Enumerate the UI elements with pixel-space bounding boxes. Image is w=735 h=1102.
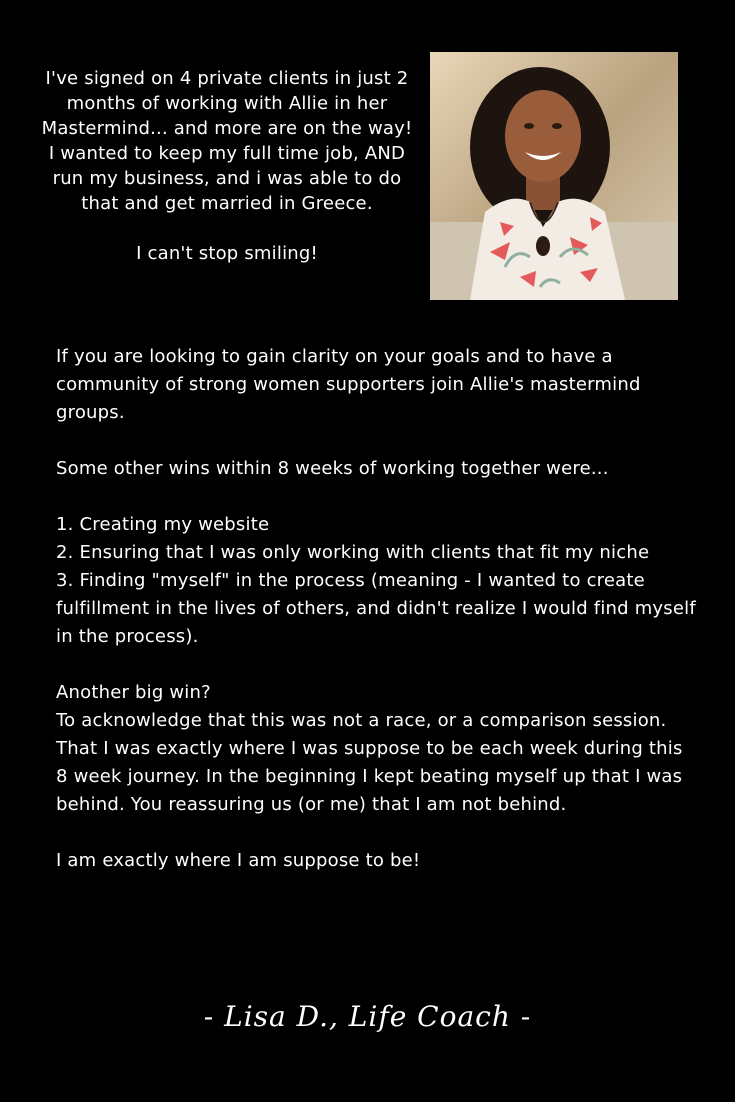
signature: - Lisa D., Life Coach - [203, 1000, 532, 1033]
closing-line: I am exactly where I am suppose to be! [56, 850, 421, 871]
wins-intro: Some other wins within 8 weeks of working together were... [56, 458, 609, 479]
big-win-paragraph: To acknowledge that this was not a race, or a comparison session. That I was exactly where I was suppose to be each week during this 8 week journey. In the beginning I kept beating myself up that I was behind. You reassuring us (or me) that I am not behind. [56, 710, 683, 815]
testimonial-photo [430, 52, 678, 300]
testimonial-quote: I've signed on 4 private clients in just 2 months of working with Allie in her Mastermind... and more are on the way! I wanted to keep my full time job, AND run my business, and i was able to do that and get married in Greece. [41, 68, 413, 214]
testimonial-body [56, 343, 696, 875]
win-item: 3. Finding "myself" in the process (meaning - I wanted to create fulfillment in the lives of others, and didn't realize I would find myself in the process). [56, 570, 696, 647]
testimonial-quote-block [38, 66, 416, 266]
win-item: 2. Ensuring that I was only working with clients that fit my niche [56, 542, 650, 563]
testimonial-tagline: I can't stop smiling! [136, 243, 318, 264]
big-win-question: Another big win? [56, 682, 211, 703]
intro-paragraph: If you are looking to gain clarity on your goals and to have a community of strong women supporters join Allie's mastermind groups. [56, 346, 641, 423]
win-item: 1. Creating my website [56, 514, 270, 535]
